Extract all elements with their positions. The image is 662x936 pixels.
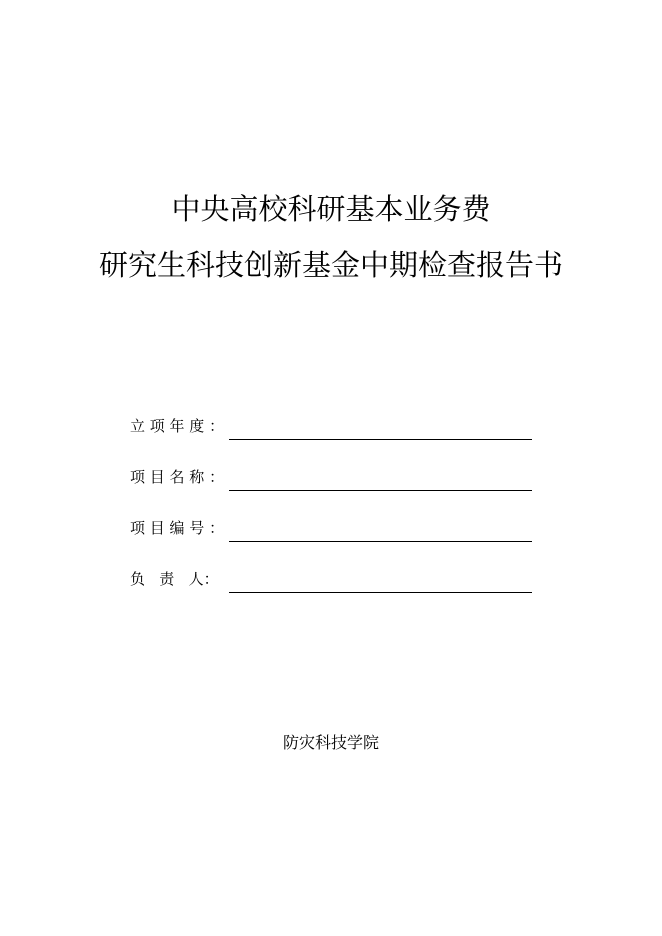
field-line-principal[interactable]	[229, 592, 532, 593]
institution-name: 防灾科技学院	[282, 733, 379, 752]
field-label-project-name: 项 目 名 称 ：	[130, 468, 225, 486]
field-label-project-number: 项 目 编 号 ：	[130, 519, 225, 537]
field-line-project-number[interactable]	[229, 541, 532, 542]
field-line-year[interactable]	[229, 439, 532, 440]
document-title-line1: 中央高校科研基本业务费	[171, 192, 491, 226]
field-line-project-name[interactable]	[229, 490, 532, 491]
field-row-project-number	[130, 512, 532, 542]
field-label-year: 立 项 年 度 ：	[130, 417, 225, 435]
field-row-project-name	[130, 461, 532, 491]
field-row-year	[130, 410, 532, 440]
field-row-principal	[130, 563, 532, 593]
field-label-principal: 负 责 人：	[130, 570, 219, 588]
document-title-line2: 研究生科技创新基金中期检查报告书	[98, 248, 563, 282]
